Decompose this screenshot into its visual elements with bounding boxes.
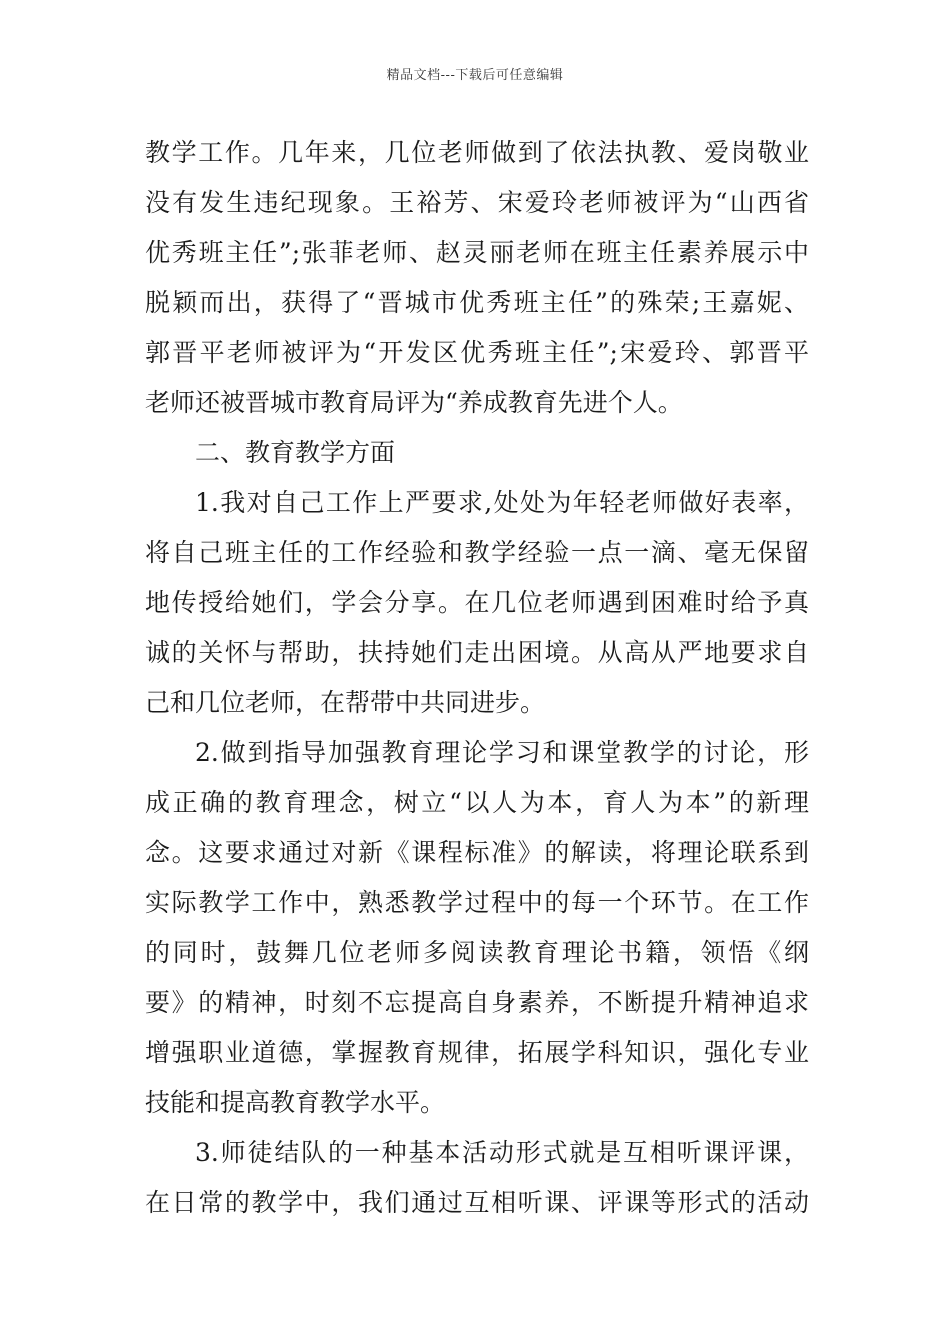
body-line: 优秀班主任”;张菲老师、赵灵丽老师在班主任素养展示中 — [145, 238, 809, 267]
body-line: 成正确的教育理念，树立“以人为本，育人为本”的新理 — [145, 788, 809, 817]
body-line: 技能和提高教育教学水平。 — [145, 1088, 446, 1117]
body-line: 在日常的教学中，我们通过互相听课、评课等形式的活动 — [145, 1188, 809, 1217]
document-body — [145, 128, 809, 1228]
body-line: 1.我对自己工作上严要求,处处为年轻老师做好表率， — [195, 488, 809, 517]
body-line: 要》的精神，时刻不忘提高自身素养，不断提升精神追求 — [145, 988, 809, 1017]
body-line: 实际教学工作中，熟悉教学过程中的每一个环节。在工作 — [145, 888, 809, 917]
section-heading: 二、教育教学方面 — [195, 438, 396, 467]
body-line: 教学工作。几年来，几位老师做到了依法执教、爱岗敬业 — [145, 138, 809, 167]
body-line: 诚的关怀与帮助，扶持她们走出困境。从高从严地要求自 — [145, 638, 809, 667]
body-line: 增强职业道德，掌握教育规律，拓展学科知识，强化专业 — [145, 1038, 809, 1067]
body-line: 2.做到指导加强教育理论学习和课堂教学的讨论，形 — [195, 738, 809, 767]
body-line: 念。这要求通过对新《课程标准》的解读，将理论联系到 — [145, 838, 809, 867]
body-line: 脱颖而出，获得了“晋城市优秀班主任”的殊荣;王嘉妮、 — [145, 288, 809, 317]
body-line: 己和几位老师，在帮带中共同进步。 — [145, 688, 546, 717]
body-line: 3.师徒结队的一种基本活动形式就是互相听课评课， — [195, 1138, 809, 1167]
body-line: 老师还被晋城市教育局评为“养成教育先进个人。 — [145, 388, 683, 417]
body-line: 的同时，鼓舞几位老师多阅读教育理论书籍，领悟《纲 — [145, 938, 809, 967]
body-line: 将自己班主任的工作经验和教学经验一点一滴、毫无保留 — [145, 538, 809, 567]
body-line: 地传授给她们，学会分享。在几位老师遇到困难时给予真 — [145, 588, 809, 617]
page-header: 精品文档---下载后可任意编辑 — [386, 68, 564, 83]
body-line: 没有发生违纪现象。王裕芳、宋爱玲老师被评为“山西省 — [145, 188, 809, 217]
body-line: 郭晋平老师被评为“开发区优秀班主任”;宋爱玲、郭晋平 — [145, 338, 809, 367]
